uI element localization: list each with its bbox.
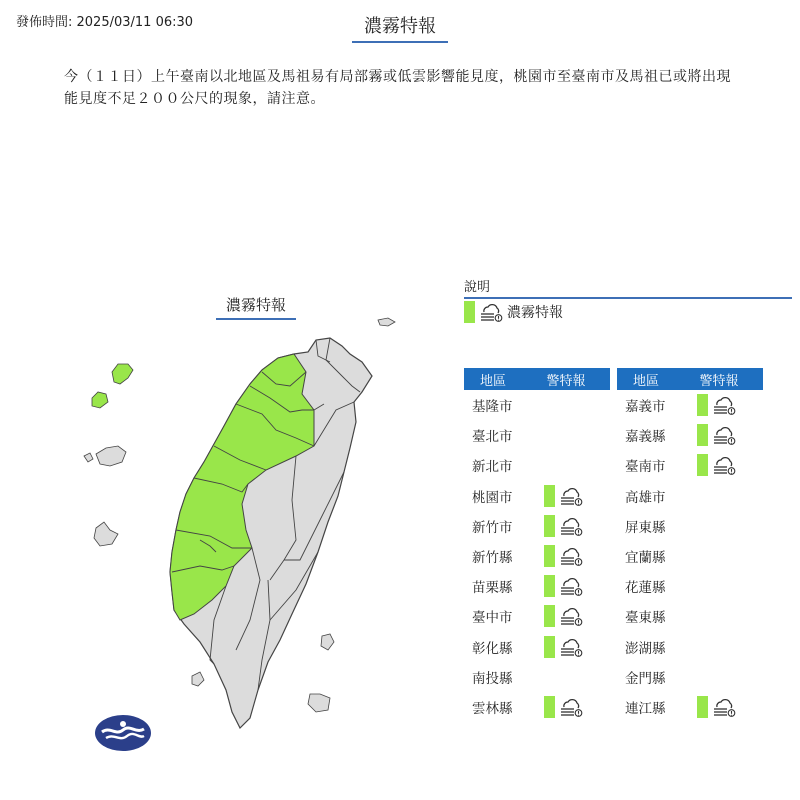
- region-name: 彰化縣: [472, 640, 513, 657]
- fog-icon: [712, 454, 736, 476]
- header-warning: 警特報: [546, 373, 586, 389]
- table-body: [464, 390, 610, 722]
- region-name: 苗栗縣: [472, 580, 513, 597]
- warning-color-bar: [697, 696, 708, 718]
- region-warning: [697, 454, 736, 476]
- fog-icon: [479, 301, 503, 323]
- fog-icon: [559, 485, 583, 507]
- region-name: 臺北市: [472, 429, 513, 446]
- fog-icon: [559, 545, 583, 567]
- green-island: [321, 634, 334, 650]
- region-row: [617, 481, 763, 511]
- region-warning: [697, 424, 736, 446]
- fog-icon: [559, 696, 583, 718]
- warning-color-bar: [544, 575, 555, 597]
- region-row: [617, 692, 763, 722]
- region-name: 桃園市: [472, 489, 513, 506]
- region-name: 高雄市: [625, 489, 666, 506]
- region-name: 澎湖縣: [625, 640, 666, 657]
- region-row: [617, 601, 763, 631]
- region-warning: [544, 545, 583, 567]
- warning-color-bar: [697, 454, 708, 476]
- warning-color-bar: [544, 605, 555, 627]
- region-warning: [544, 696, 583, 718]
- header-region: 地區: [479, 373, 506, 389]
- region-name: 基隆市: [472, 399, 513, 416]
- table-header: [617, 368, 763, 390]
- legend-color-swatch: [464, 301, 475, 323]
- fog-icon: [712, 424, 736, 446]
- legend-item-label: 濃霧特報: [507, 305, 563, 321]
- region-name: 屏東縣: [625, 519, 666, 536]
- fog-icon: [559, 515, 583, 537]
- region-row: [617, 662, 763, 692]
- warning-color-bar: [544, 515, 555, 537]
- region-name: 宜蘭縣: [625, 550, 666, 567]
- region-row: [617, 541, 763, 571]
- page-title: 濃霧特報: [352, 12, 448, 43]
- fog-icon: [559, 636, 583, 658]
- region-warning: [697, 696, 736, 718]
- region-warning: [544, 515, 583, 537]
- region-name: 南投縣: [472, 670, 513, 687]
- region-row: [464, 541, 610, 571]
- taiwan-map: [70, 300, 420, 760]
- region-row: [617, 450, 763, 480]
- region-row: [464, 692, 610, 722]
- region-row: [464, 571, 610, 601]
- warning-color-bar: [697, 394, 708, 416]
- warning-color-bar: [544, 485, 555, 507]
- region-name: 新北市: [472, 459, 513, 476]
- region-row: [464, 601, 610, 631]
- region-warning: [697, 394, 736, 416]
- map-title: 濃霧特報: [216, 294, 296, 320]
- header-region: 地區: [632, 373, 659, 389]
- header-warning: 警特報: [699, 373, 739, 389]
- region-name: 臺東縣: [625, 610, 666, 627]
- region-row: [464, 481, 610, 511]
- region-table-left: [464, 368, 610, 722]
- cwa-logo: [94, 714, 152, 752]
- kinmen-island: [96, 446, 126, 466]
- region-name: 臺南市: [625, 459, 666, 476]
- region-row: [464, 511, 610, 541]
- region-name: 嘉義縣: [625, 429, 666, 446]
- region-row: [464, 420, 610, 450]
- region-name: 臺中市: [472, 610, 513, 627]
- warning-color-bar: [544, 636, 555, 658]
- region-warning: [544, 575, 583, 597]
- region-warning: [544, 636, 583, 658]
- matsu-island-south: [92, 392, 108, 408]
- region-row: [464, 390, 610, 420]
- region-row: [617, 632, 763, 662]
- region-name: 嘉義市: [625, 399, 666, 416]
- region-row: [617, 571, 763, 601]
- region-warning: [544, 605, 583, 627]
- region-name: 新竹市: [472, 519, 513, 536]
- matsu-island-north: [112, 364, 133, 384]
- issue-time: 發佈時間: 2025/03/11 06:30: [16, 15, 194, 30]
- region-row: [464, 662, 610, 692]
- table-header: [464, 368, 610, 390]
- fog-icon: [712, 394, 736, 416]
- legend-heading: 說明: [464, 276, 792, 299]
- warning-color-bar: [544, 696, 555, 718]
- region-name: 雲林縣: [472, 700, 513, 717]
- region-table-right: [617, 368, 763, 722]
- legend-item: [464, 300, 563, 324]
- region-row: [464, 632, 610, 662]
- fog-icon: [559, 575, 583, 597]
- region-name: 花蓮縣: [625, 580, 666, 597]
- table-body: [617, 390, 763, 722]
- region-name: 金門縣: [625, 670, 666, 687]
- warning-color-bar: [697, 424, 708, 446]
- region-name: 新竹縣: [472, 550, 513, 567]
- orchid-island: [308, 694, 330, 712]
- region-row: [617, 511, 763, 541]
- penghu-island: [94, 522, 118, 546]
- region-row: [617, 390, 763, 420]
- region-warning: [544, 485, 583, 507]
- warning-description: 今（１１日）上午臺南以北地區及馬祖易有局部霧或低雲影響能見度，桃園市至臺南市及馬祖已或將出現能見度不足２００公尺的現象，請注意。: [64, 69, 731, 107]
- region-row: [617, 420, 763, 450]
- region-name: 連江縣: [625, 700, 666, 717]
- fog-icon: [559, 605, 583, 627]
- fog-icon: [712, 696, 736, 718]
- region-row: [464, 450, 610, 480]
- warning-color-bar: [544, 545, 555, 567]
